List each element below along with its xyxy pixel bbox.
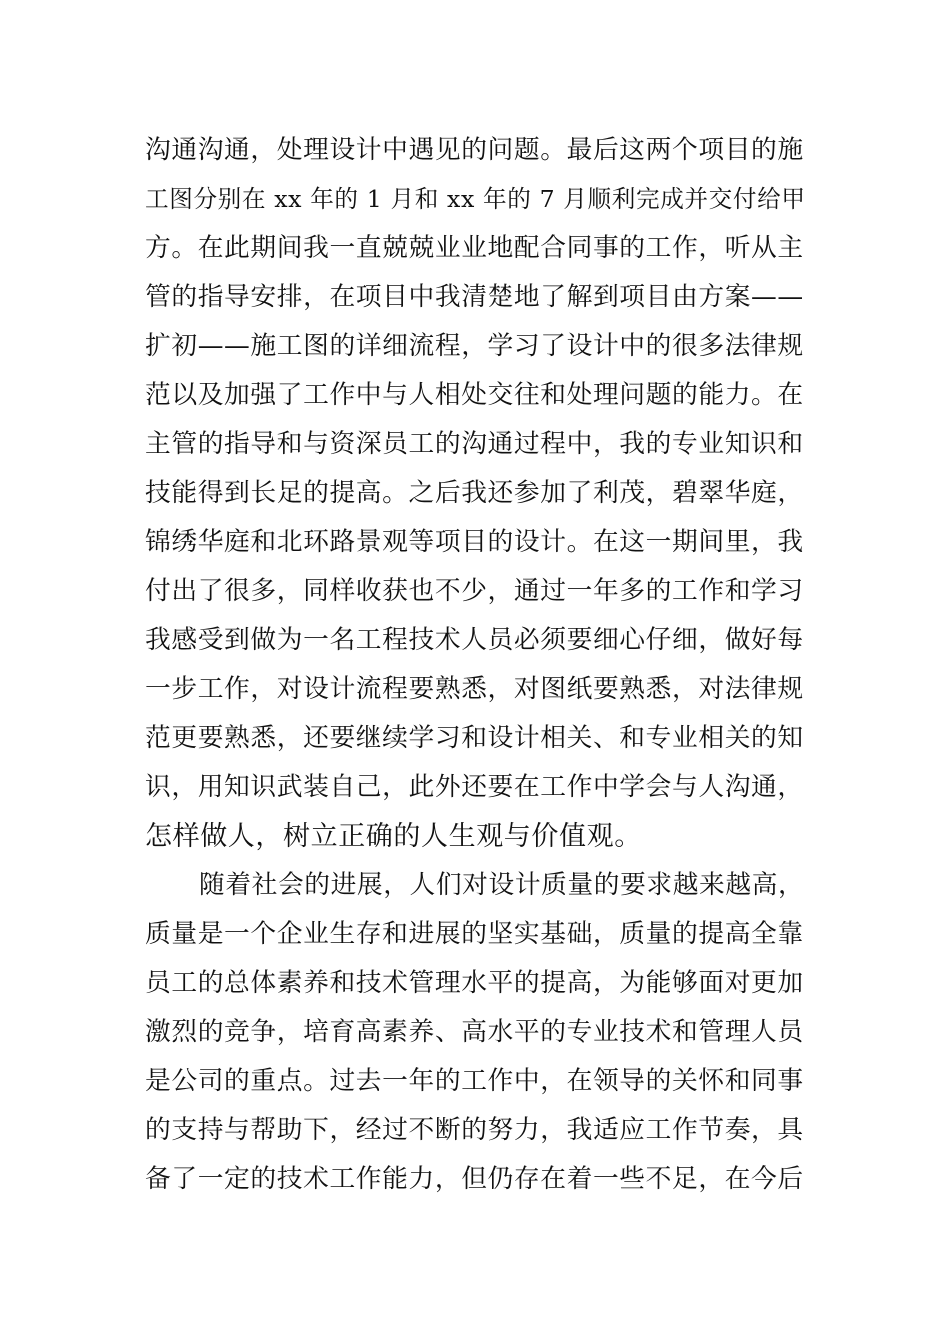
text-line: 我感受到做为一名工程技术人员必须要细心仔细，做好每 [145,625,804,655]
text-line: 主管的指导和与资深员工的沟通过程中，我的专业知识和 [145,429,804,459]
text-line: 激烈的竞争，培育高素养、高水平的专业技术和管理人员 [145,1017,804,1047]
text-line: 怎样做人，树立正确的人生观与价值观。 [145,821,642,852]
text-line: 一步工作，对设计流程要熟悉，对图纸要熟悉，对法律规 [145,674,804,704]
text-line: 质量是一个企业生存和进展的坚实基础，质量的提高全靠 [145,919,804,949]
text-line: 范更要熟悉，还要继续学习和设计相关、和专业相关的知 [145,723,804,753]
text-line: 是公司的重点。过去一年的工作中，在领导的关怀和同事 [145,1066,804,1096]
text-line-indented: 随着社会的进展，人们对设计质量的要求越来越高， [199,870,805,900]
text-line: 员工的总体素养和技术管理水平的提高，为能够面对更加 [145,968,804,998]
text-line: 备了一定的技术工作能力，但仍存在着一些不足，在今后 [145,1164,804,1194]
text-line: 范以及加强了工作中与人相处交往和处理问题的能力。在 [145,380,804,410]
text-line: 的支持与帮助下，经过不断的努力，我适应工作节奏，具 [145,1115,804,1145]
text-line: 识，用知识武装自己，此外还要在工作中学会与人沟通， [145,772,804,802]
text-line: 锦绣华庭和北环路景观等项目的设计。在这一期间里，我 [145,527,804,557]
paragraph-1 [145,126,810,861]
text-line: 技能得到长足的提高。之后我还参加了利茂，碧翠华庭， [145,478,804,508]
text-line: 工图分别在 xx 年的 1 月和 xx 年的 7 月顺利完成并交付给甲 [145,185,806,213]
text-line: 沟通沟通，处理设计中遇见的问题。最后这两个项目的施 [145,135,804,165]
text-line: 扩初——施工图的详细流程，学习了设计中的很多法律规 [145,331,804,361]
text-line: 方。在此期间我一直兢兢业业地配合同事的工作，听从主 [145,233,804,263]
text-line: 付出了很多，同样收获也不少，通过一年多的工作和学习 [145,576,804,606]
text-line: 管的指导安排，在项目中我清楚地了解到项目由方案—— [145,282,804,312]
document-body [145,126,810,1204]
paragraph-2 [145,861,810,1204]
